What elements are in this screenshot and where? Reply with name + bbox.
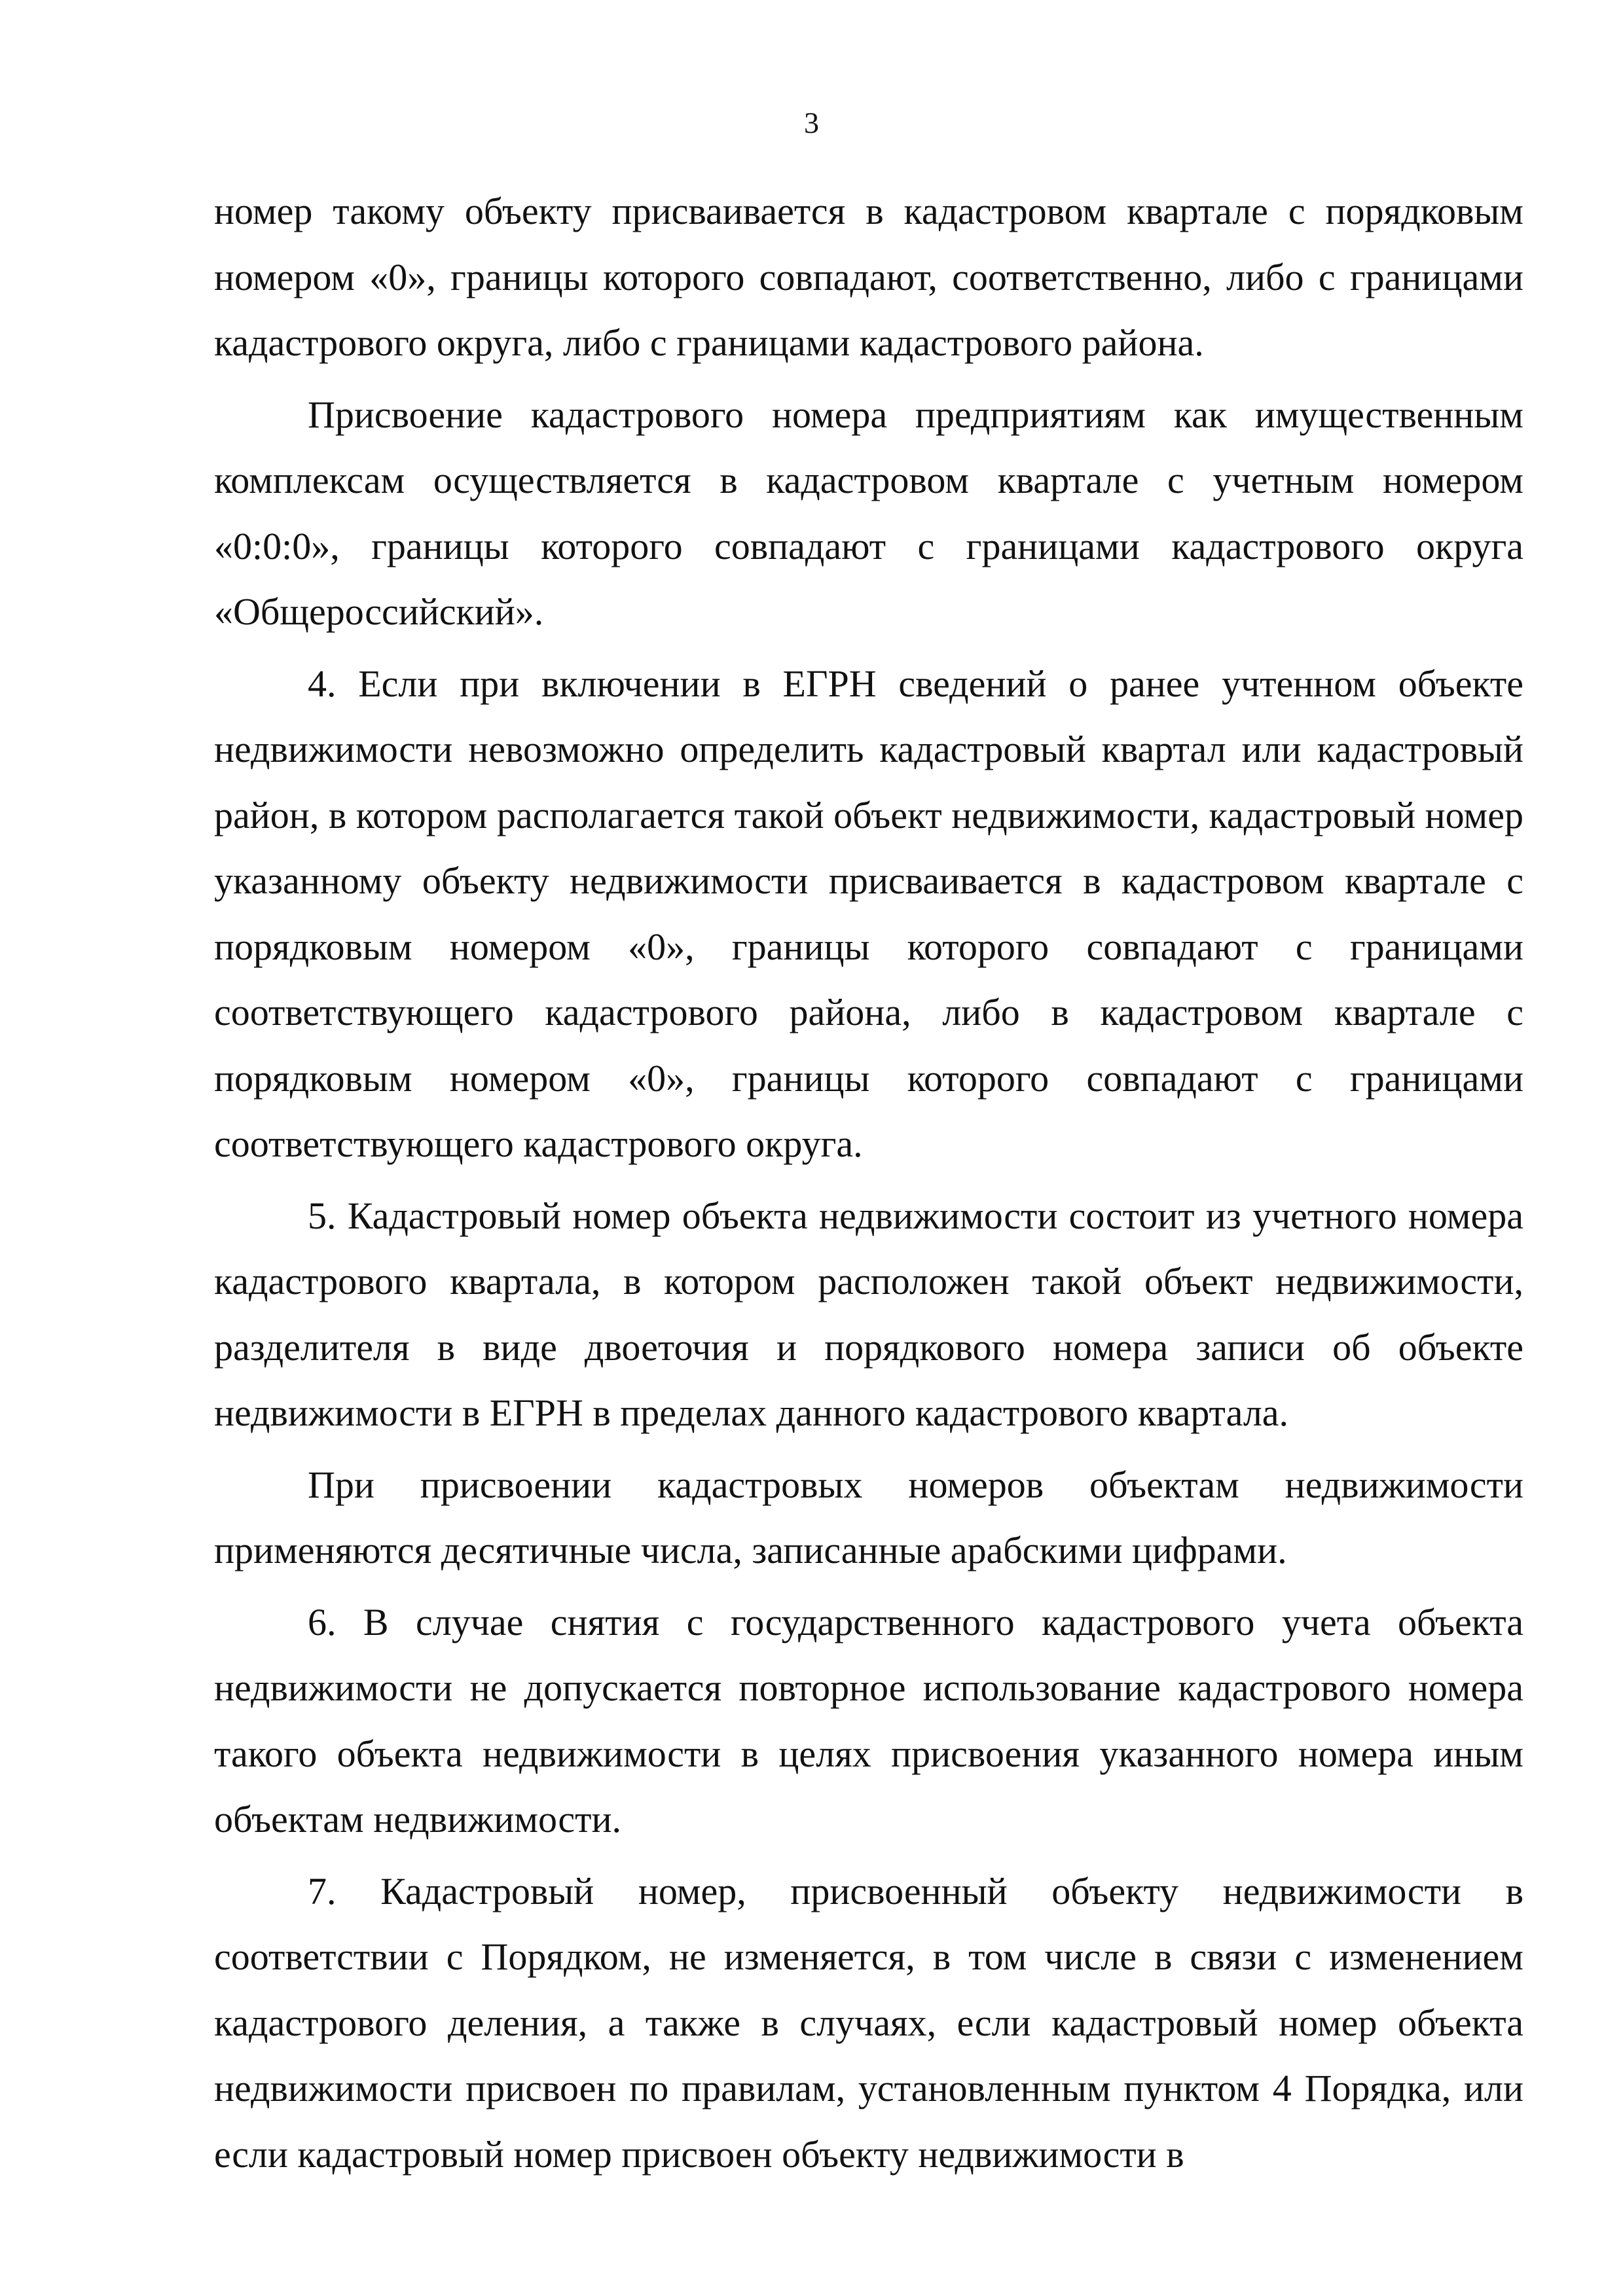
page-number: 3 [804,106,819,139]
paragraph-item-4: 4. Если при включении в ЕГРН сведений о ранее учтенном объекте недвижимости невозможно определить кадастровый квартал или кадастровый район, в котором располагается такой объект недвижимости, кадастровый номер указанному объекту недвижимости присваивается в кадастровом квартале с порядковым номером «0», границы которого совпадают с границами соответствующего кадастрового района, либо в кадастровом квартале с порядковым номером «0», границы которого совпадают с границами соответствующего кадастрового округа. [214,662,1523,1165]
paragraph-enterprise-cadastral-number: Присвоение кадастрового номера предприятиям как имущественным комплексам осуществляется в кадастровом квартале с учетным номером «0:0:0», границы которого совпадают с границами кадастрового округа «Общероссийский». [214,393,1523,633]
paragraph-item-7: 7. Кадастровый номер, присвоенный объекту недвижимости в соответствии с Порядком, не изменяется, в том числе в связи с изменением кадастрового деления, а также в случаях, если кадастровый номер объекта недвижимости присвоен по правилам, установленным пунктом 4 Порядка, или если кадастровый номер присвоен объекту недвижимости в [214,1869,1523,2176]
document-body [214,179,1523,2187]
paragraph-item-6: 6. В случае снятия с государственного кадастрового учета объекта недвижимости не допускается повторное использование кадастрового номера такого объекта недвижимости в целях присвоения указанного номера иным объектам недвижимости. [214,1600,1523,1840]
paragraph-continuation: номер такому объекту присваивается в кадастровом квартале с порядковым номером «0», границы которого совпадают, соответственно, либо с границами кадастрового округа, либо с границами кадастрового района. [214,190,1523,364]
paragraph-decimal-numbers: При присвоении кадастровых номеров объектам недвижимости применяются десятичные числа, записанные арабскими цифрами. [214,1463,1523,1571]
paragraph-item-5: 5. Кадастровый номер объекта недвижимости состоит из учетного номера кадастрового квартала, в котором расположен такой объект недвижимости, разделителя в виде двоеточия и порядкового номера записи об объекте недвижимости в ЕГРН в пределах данного кадастрового квартала. [214,1194,1523,1434]
